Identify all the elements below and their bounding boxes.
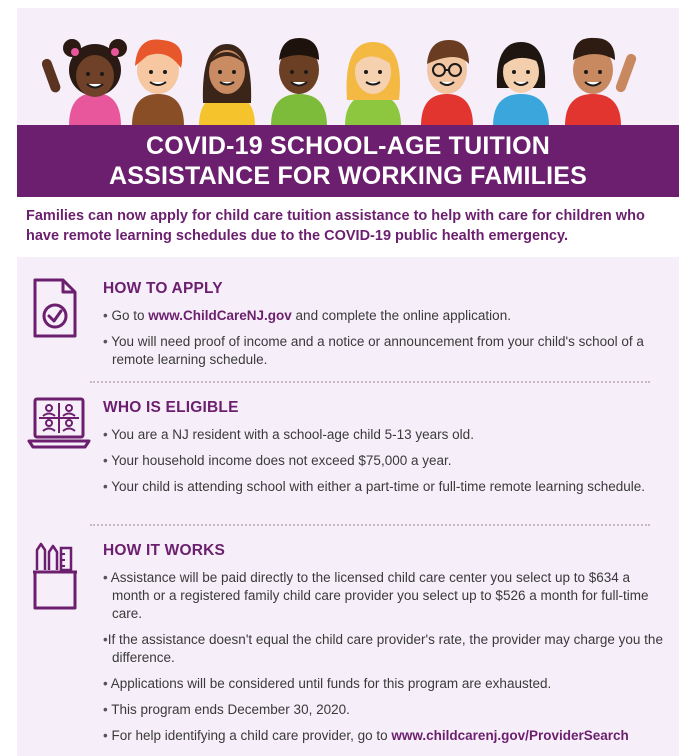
page-title-line-2: ASSISTANCE FOR WORKING FAMILIES [109, 162, 587, 190]
how-to-apply-list [103, 307, 663, 377]
who-is-eligible-heading: WHO IS ELIGIBLE [103, 399, 239, 416]
how-to-apply-heading: HOW TO APPLY [103, 280, 223, 297]
apply-step-text: You will need proof of income and a notice or announcement from your child's school of a remote learning schedule. [111, 334, 644, 367]
apply-step-prefix: Go to [111, 308, 149, 323]
how-it-works-text: Applications will be considered until funds for this program are exhausted. [110, 676, 552, 691]
list-item: • Your child is attending school with either a part-time or full-time remote learning schedule. [103, 479, 646, 494]
child-figure [493, 42, 549, 126]
child-figure [565, 38, 638, 126]
provider-search-prefix: For help identifying a child care provider, go to [111, 728, 392, 743]
who-is-eligible-section [17, 389, 679, 524]
how-it-works-heading: HOW IT WORKS [103, 542, 226, 559]
how-to-apply-section [17, 270, 679, 380]
list-item: • For help identifying a child care provider, go to www.childcarenj.gov/ProviderSearch [103, 728, 629, 743]
list-item: • You are a NJ resident with a school-age child 5-13 years old. [103, 427, 474, 442]
eligibility-text: You are a NJ resident with a school-age child 5-13 years old. [111, 427, 474, 442]
child-figure [271, 38, 327, 126]
title-banner [17, 125, 679, 197]
how-it-works-text: This program ends December 30, 2020. [111, 702, 350, 717]
intro-text: Families can now apply for child care tuition assistance to help with care for children who have remote learning schedules due to the COVID-19 public health emergency. [26, 208, 645, 244]
child-figure [421, 40, 473, 126]
list-item: •If the assistance doesn't equal the child care provider's rate, the provider may charge you the difference. [103, 632, 663, 665]
apply-step-suffix: and complete the online application. [291, 308, 511, 323]
laptop-video-call-icon [27, 395, 91, 453]
eligibility-list [103, 426, 663, 504]
how-it-works-list [103, 569, 669, 753]
children-illustration [17, 8, 679, 128]
list-item: • You will need proof of income and a notice or announcement from your child's school of a remote learning schedule. [103, 334, 644, 367]
section-divider [90, 381, 650, 383]
childcarenj-link[interactable]: www.ChildCareNJ.gov [148, 308, 292, 323]
list-item: • Go to www.ChildCareNJ.gov and complete the online application. [103, 308, 511, 323]
how-it-works-text: If the assistance doesn't equal the child care provider's rate, the provider may charge you the difference. [107, 632, 663, 665]
list-item: • Applications will be considered until funds for this program are exhausted. [103, 676, 552, 691]
child-figure [345, 42, 401, 126]
how-it-works-text: Assistance will be paid directly to the licensed child care center you select up to $634 a month or a registered family child care provider you select up to $526 a month for full-time care. [110, 570, 649, 621]
eligibility-text: Your household income does not exceed $75,000 a year. [111, 453, 452, 468]
document-check-icon [29, 278, 79, 340]
list-item: • Assistance will be paid directly to the licensed child care center you select up to $634 a month or a registered family child care provider you select up to $526 a month for full-time care. [103, 570, 649, 621]
eligibility-text: Your child is attending school with either a part-time or full-time remote learning schedule. [111, 479, 646, 494]
list-item: • This program ends December 30, 2020. [103, 702, 350, 717]
page-title-line-1: COVID-19 SCHOOL-AGE TUITION [145, 132, 551, 160]
pencil-cup-icon [29, 542, 81, 612]
list-item: • Your household income does not exceed $75,000 a year. [103, 453, 452, 468]
provider-search-link[interactable]: www.childcarenj.gov/ProviderSearch [391, 728, 629, 743]
child-figure [132, 40, 184, 126]
section-divider [90, 524, 650, 526]
child-figure [40, 39, 127, 126]
child-figure [199, 44, 255, 126]
how-it-works-section [17, 532, 679, 756]
